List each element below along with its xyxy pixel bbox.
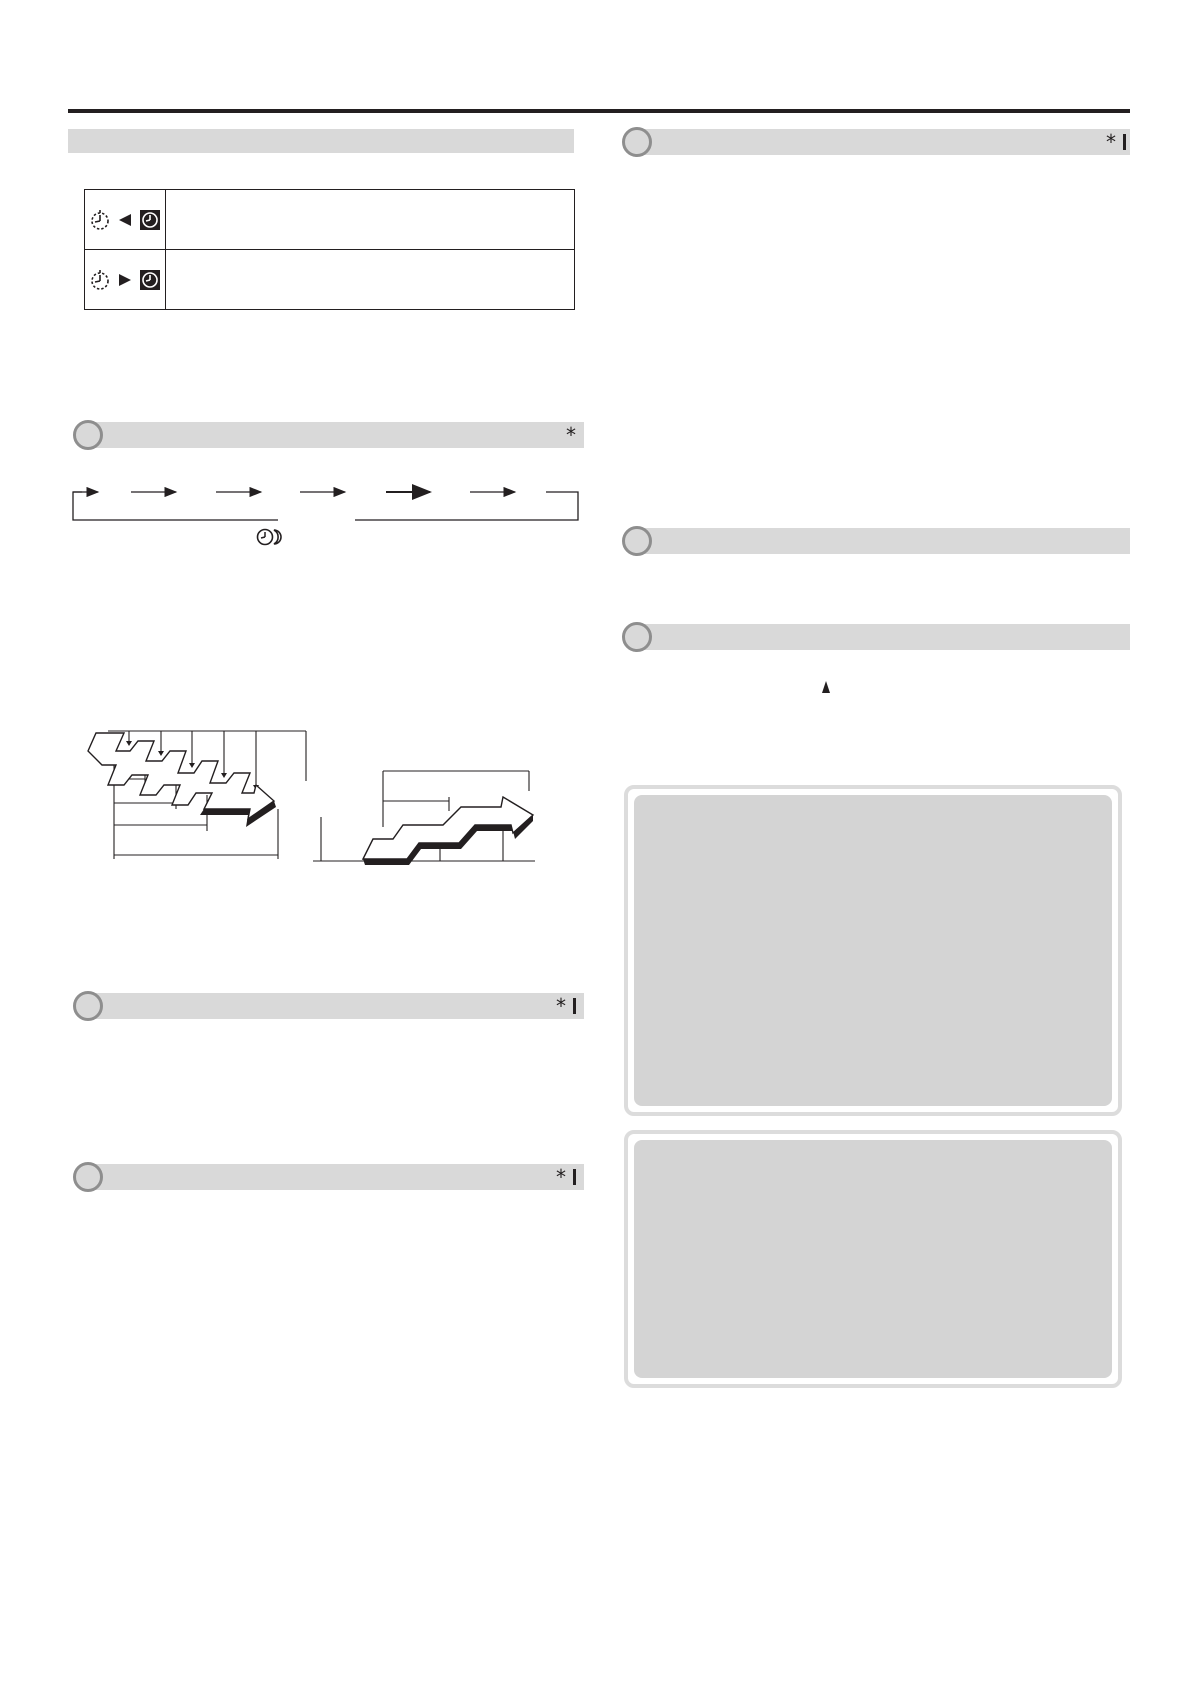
timer-crescent-icon <box>256 527 286 547</box>
descending-staircase-diagram <box>84 729 314 869</box>
section-header-bar <box>638 528 1130 554</box>
icon-cell <box>85 250 166 310</box>
asterisk-mark: * <box>556 1165 566 1189</box>
section-circle-icon <box>622 526 652 556</box>
asterisk-mark: * <box>566 423 576 447</box>
table-row <box>85 190 575 250</box>
description-cell <box>166 190 575 250</box>
note-box <box>624 785 1122 1116</box>
table-row <box>85 250 575 310</box>
ascending-staircase-diagram <box>309 767 539 877</box>
asterisk-mark: * <box>1106 130 1116 154</box>
note-box <box>624 1130 1122 1388</box>
section-circle-icon <box>73 420 103 450</box>
section-circle-icon <box>622 622 652 652</box>
timer-dashed-icon <box>89 269 111 291</box>
tick-mark <box>1123 134 1126 150</box>
tick-mark <box>573 1169 576 1185</box>
cycle-arrow-diagram <box>68 478 588 523</box>
note-box-fill <box>634 1140 1112 1378</box>
asterisk-mark: * <box>556 994 566 1018</box>
top-rule <box>68 109 1130 113</box>
icon-cell <box>85 190 166 250</box>
section-header-bar <box>88 422 584 448</box>
section-header-bar <box>638 624 1130 650</box>
timer-filled-icon <box>139 269 161 291</box>
section-header-bar <box>88 1164 584 1190</box>
section-header-bar <box>638 129 1130 155</box>
section-circle-icon <box>73 991 103 1021</box>
section-header-bar <box>88 993 584 1019</box>
description-cell <box>166 250 575 310</box>
triangle-up-icon <box>822 681 830 693</box>
section-circle-icon <box>622 127 652 157</box>
arrow-left-icon <box>118 213 132 227</box>
timer-filled-icon <box>139 209 161 231</box>
arrow-right-icon <box>118 273 132 287</box>
tick-mark <box>573 998 576 1014</box>
section-header-bar <box>68 129 574 153</box>
timer-icon-table <box>84 189 575 310</box>
note-box-fill <box>634 795 1112 1106</box>
section-circle-icon <box>73 1162 103 1192</box>
timer-dashed-icon <box>89 209 111 231</box>
